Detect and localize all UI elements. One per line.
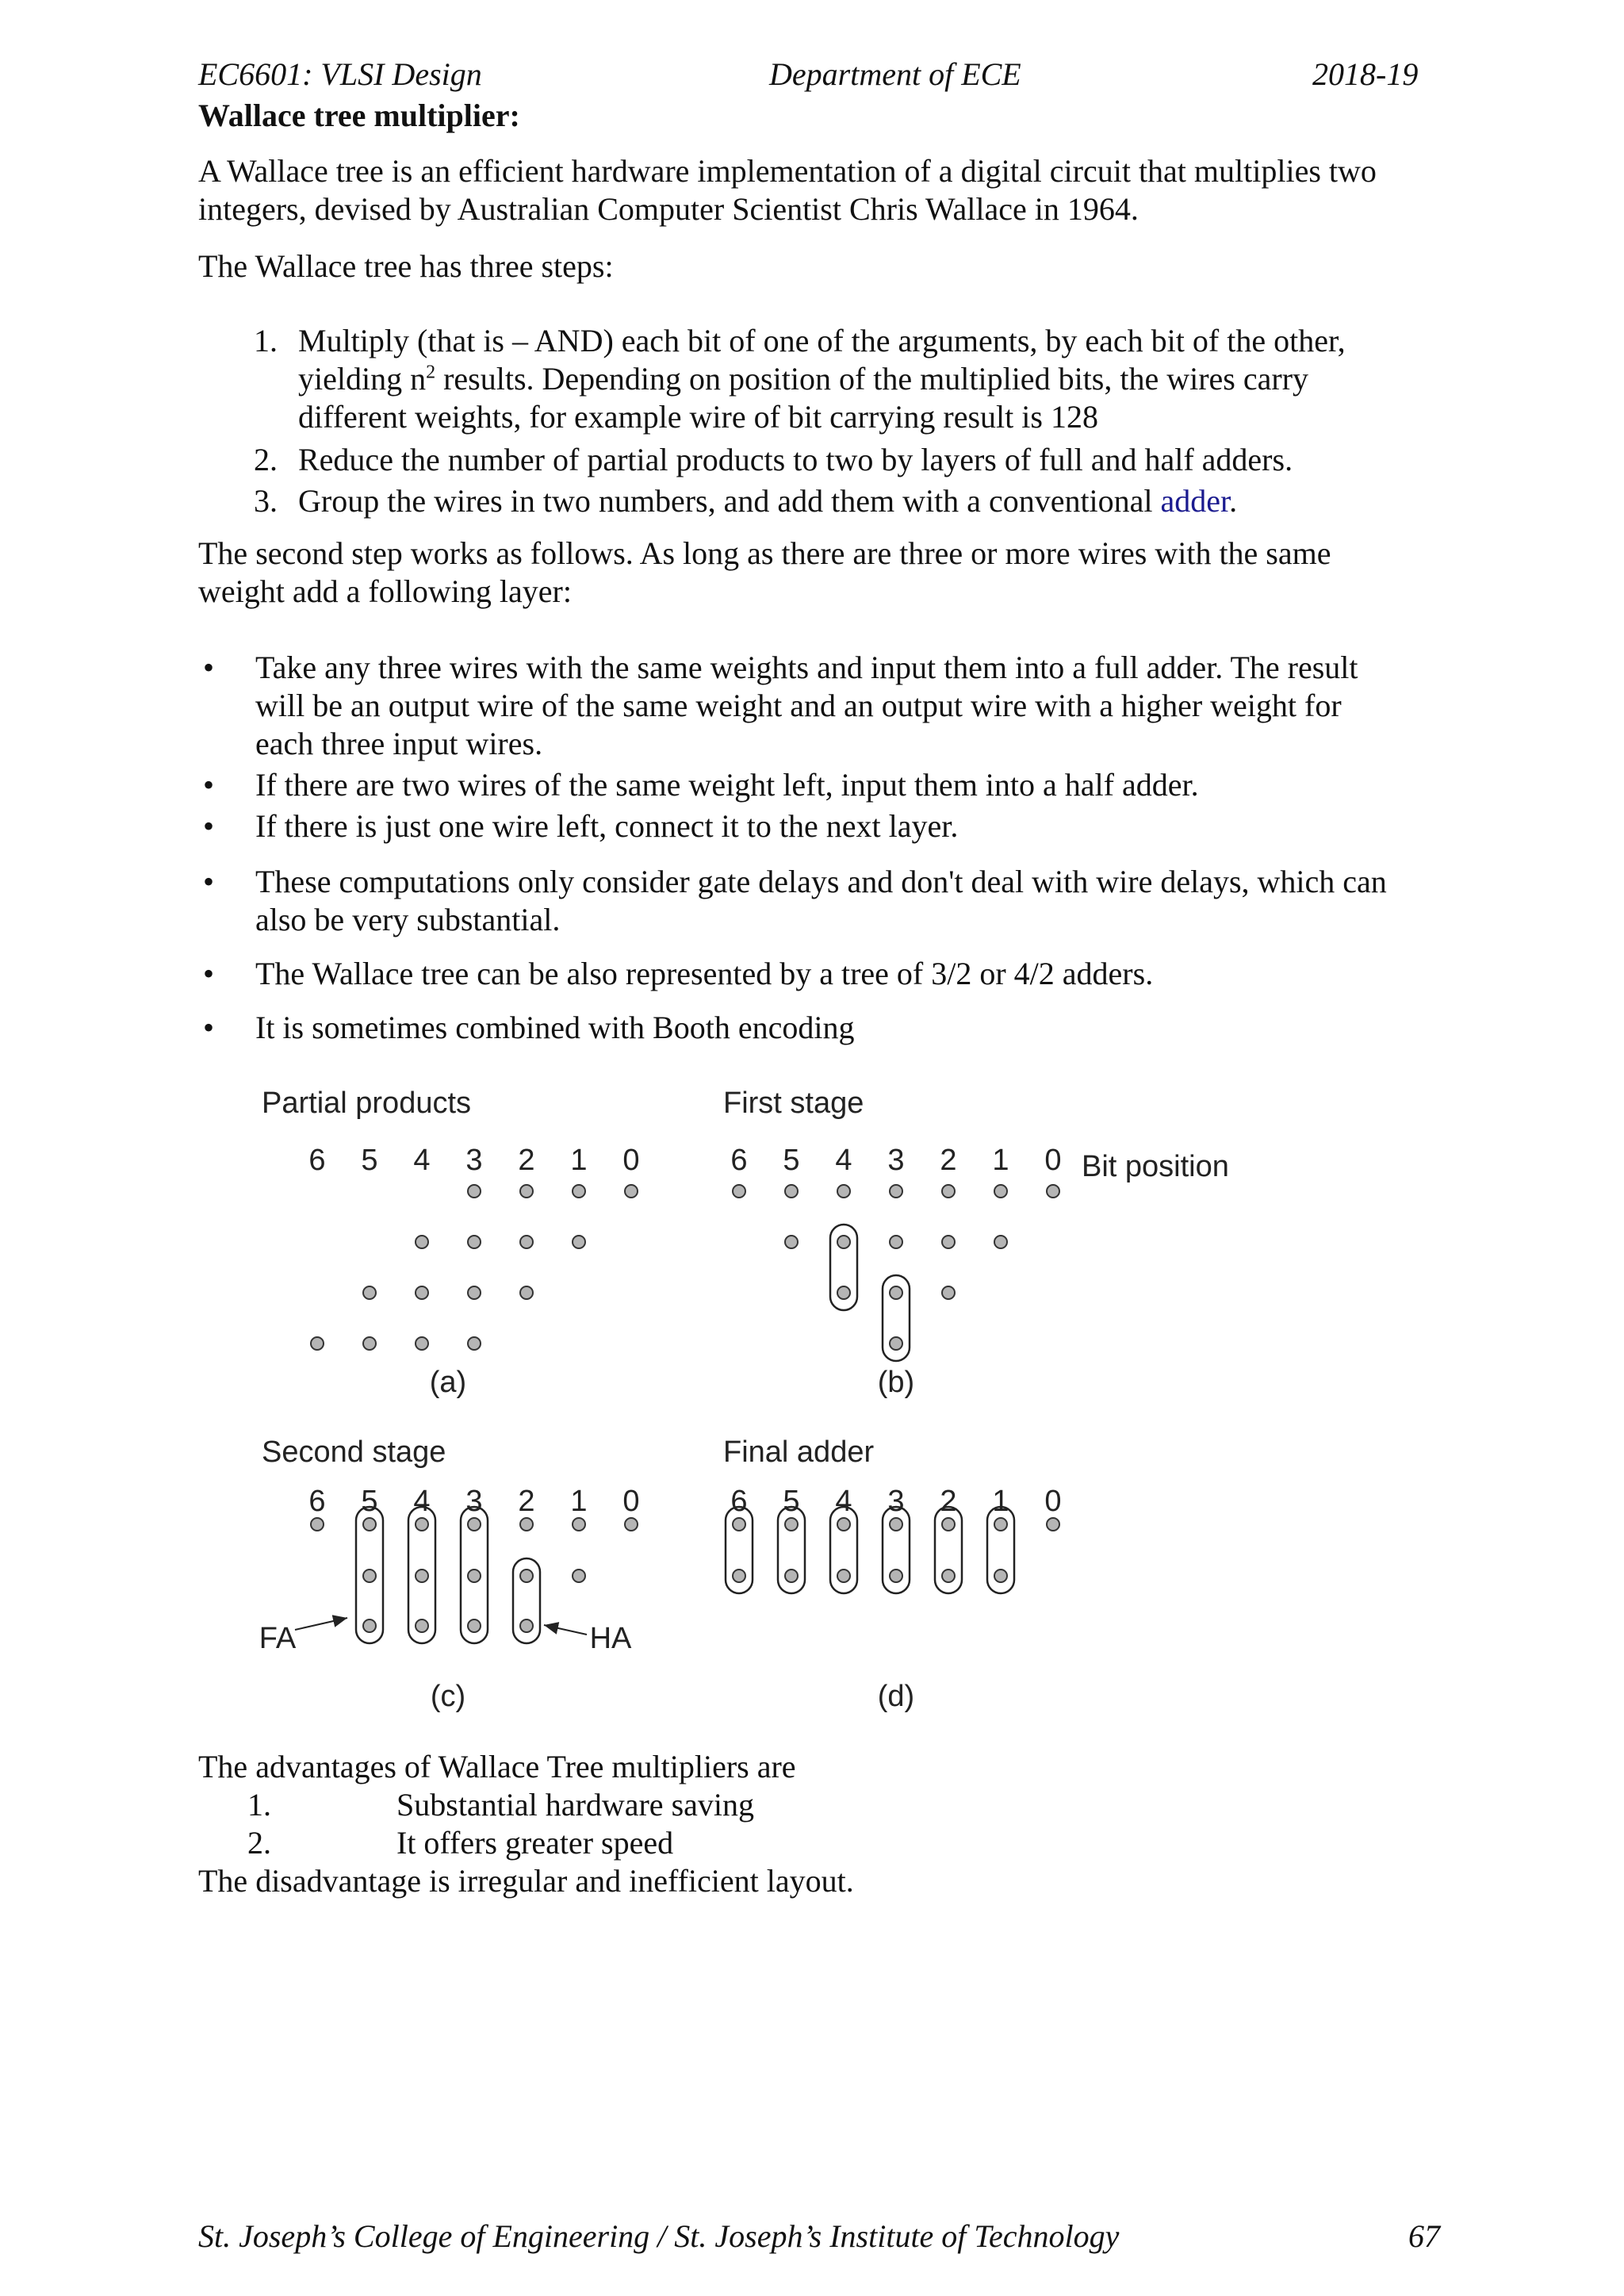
panel-second-stage	[259, 1435, 640, 1713]
bullet-1-line-1: Take any three wires with the same weights and input them into a full adder. The result	[255, 650, 1358, 685]
intro-line-1: A Wallace tree is an efficient hardware implementation of a digital circuit that multiplies two	[198, 153, 1377, 189]
panel-first-stage	[723, 1087, 1229, 1399]
bullet-item	[198, 807, 1435, 845]
partial-product-dot	[994, 1570, 1007, 1582]
caption-c: (c)	[430, 1680, 466, 1713]
partial-product-dot	[942, 1286, 955, 1299]
partial-product-dot	[468, 1286, 481, 1299]
bit-label: 0	[622, 1485, 640, 1518]
bit-label: 6	[308, 1144, 326, 1177]
partial-product-dot	[520, 1185, 533, 1198]
bullet-icon: •	[203, 808, 215, 844]
adder-link[interactable]: adder	[1160, 483, 1230, 519]
partial-product-dot	[625, 1185, 638, 1198]
advantages-intro: The advantages of Wallace Tree multipliers are	[198, 1749, 796, 1784]
step-2	[254, 441, 1404, 479]
bit-label: 3	[465, 1144, 483, 1177]
bullet-3-text: If there is just one wire left, connect it to the next layer.	[255, 808, 959, 844]
intro-paragraph	[198, 152, 1435, 228]
bullet-item	[198, 766, 1435, 804]
advantage-1-number: 1.	[247, 1787, 271, 1823]
disadvantage-text: The disadvantage is irregular and inefficient layout.	[198, 1863, 854, 1899]
step-1-line-2: yielding $n^2$ results. Depending on position of the multiplied bits, the wires carry	[298, 361, 1309, 397]
bullet-icon: •	[203, 650, 215, 685]
partial-product-dot	[1047, 1518, 1059, 1531]
bullet-icon: •	[203, 864, 215, 899]
partial-product-dot	[311, 1337, 324, 1350]
wallace-tree-figure	[238, 1067, 1269, 1725]
section-heading: Wallace tree multiplier:	[198, 98, 520, 133]
bullet-5-text: The Wallace tree can be also represented by a tree of 3/2 or 4/2 adders.	[255, 956, 1154, 991]
bit-label: 5	[783, 1144, 800, 1177]
header-year: 2018-19	[1312, 56, 1419, 92]
bullet-4-line-1: These computations only consider gate delays and don't deal with wire delays, which can	[255, 864, 1387, 899]
partial-product-dot	[625, 1518, 638, 1531]
partial-product-dot	[994, 1185, 1007, 1198]
partial-product-dot	[1047, 1185, 1059, 1198]
bullet-1-line-3: each three input wires.	[255, 726, 543, 761]
steps-list	[254, 322, 1404, 520]
partial-product-dot	[890, 1570, 902, 1582]
partial-product-dot	[573, 1236, 585, 1248]
partial-product-dot	[942, 1236, 955, 1248]
partial-product-dot	[468, 1570, 481, 1582]
partial-product-dot	[363, 1619, 376, 1632]
partial-product-dot	[416, 1518, 428, 1531]
partial-product-dot	[837, 1185, 850, 1198]
partial-product-dot	[416, 1236, 428, 1248]
panel-a-title: Partial products	[262, 1087, 472, 1120]
bit-label: 4	[835, 1144, 852, 1177]
bit-label: 1	[992, 1144, 1009, 1177]
fa-arrow	[295, 1618, 347, 1630]
partial-product-dot	[520, 1518, 533, 1531]
second-step-line-1: The second step works as follows. As long as there are three or more wires with the same	[198, 535, 1331, 571]
steps-intro: The Wallace tree has three steps:	[198, 248, 614, 284]
partial-product-dot	[416, 1570, 428, 1582]
panel-final-adder	[723, 1435, 1062, 1713]
partial-product-dot	[994, 1236, 1007, 1248]
bit-label: 5	[361, 1144, 378, 1177]
bit-label: 2	[518, 1485, 535, 1518]
partial-product-dot	[520, 1570, 533, 1582]
partial-product-dot	[837, 1518, 850, 1531]
bit-label: 1	[570, 1144, 588, 1177]
partial-product-dot	[733, 1518, 745, 1531]
partial-product-dot	[520, 1236, 533, 1248]
second-step-paragraph	[198, 535, 1435, 611]
bit-label: 1	[570, 1485, 588, 1518]
panel-partial-products	[262, 1087, 640, 1399]
bullet-4-line-2: also be very substantial.	[255, 902, 561, 937]
partial-product-dot	[468, 1185, 481, 1198]
partial-product-dot	[733, 1185, 745, 1198]
bullet-item	[198, 1009, 1435, 1047]
bullet-icon: •	[203, 956, 215, 991]
advantage-2-text: It offers greater speed	[396, 1825, 674, 1861]
footer-page-number: 67	[1408, 2218, 1440, 2254]
bullet-icon: •	[203, 767, 215, 803]
ha-label: HA	[589, 1622, 632, 1655]
step-2-number: 2.	[254, 442, 278, 477]
partial-product-dot	[468, 1236, 481, 1248]
bit-label: 4	[413, 1485, 431, 1518]
bit-label: 5	[361, 1485, 378, 1518]
partial-product-dot	[468, 1337, 481, 1350]
bullet-item	[198, 649, 1435, 763]
partial-product-dot	[416, 1337, 428, 1350]
superscript-2: 2	[426, 362, 436, 383]
step-3-text: Group the wires in two numbers, and add them with a conventional adder.	[298, 483, 1238, 519]
caption-b: (b)	[877, 1366, 915, 1399]
partial-product-dot	[890, 1518, 902, 1531]
step-1-line-1: Multiply (that is – AND) each bit of one of the arguments, by each bit of the other,	[298, 323, 1346, 358]
panel-d-title: Final adder	[723, 1435, 875, 1469]
step-1-number: 1.	[254, 323, 278, 358]
partial-product-dot	[837, 1570, 850, 1582]
header-course: EC6601: VLSI Design	[198, 56, 482, 92]
partial-product-dot	[573, 1518, 585, 1531]
bullet-item	[198, 955, 1435, 993]
partial-product-dot	[785, 1518, 798, 1531]
partial-product-dot	[890, 1185, 902, 1198]
partial-product-dot	[520, 1286, 533, 1299]
caption-d: (d)	[877, 1680, 915, 1713]
partial-product-dot	[468, 1619, 481, 1632]
partial-product-dot	[890, 1236, 902, 1248]
partial-product-dot	[311, 1518, 324, 1531]
bit-label: 6	[730, 1144, 748, 1177]
partial-product-dot	[890, 1286, 902, 1299]
step-3	[254, 482, 1404, 520]
advantage-1-text: Substantial hardware saving	[396, 1787, 754, 1823]
partial-product-dot	[994, 1518, 1007, 1531]
panel-c-title: Second stage	[262, 1435, 446, 1469]
partial-product-dot	[890, 1337, 902, 1350]
bit-label: 2	[940, 1144, 957, 1177]
partial-product-dot	[520, 1619, 533, 1632]
bit-label: 0	[1044, 1144, 1062, 1177]
partial-product-dot	[785, 1185, 798, 1198]
bit-label: 3	[465, 1485, 483, 1518]
partial-product-dot	[785, 1570, 798, 1582]
bit-label: 3	[887, 1485, 905, 1518]
fa-label: FA	[259, 1622, 297, 1655]
partial-product-dot	[416, 1286, 428, 1299]
bit-label: 2	[518, 1144, 535, 1177]
partial-product-dot	[733, 1570, 745, 1582]
bit-label: 0	[1044, 1485, 1062, 1518]
partial-product-dot	[573, 1185, 585, 1198]
partial-product-dot	[837, 1286, 850, 1299]
partial-product-dot	[785, 1236, 798, 1248]
step-2-text: Reduce the number of partial products to two by layers of full and half adders.	[298, 442, 1293, 477]
bit-label: 6	[730, 1485, 748, 1518]
partial-product-dot	[363, 1518, 376, 1531]
bit-label: 2	[940, 1485, 957, 1518]
advantage-2-number: 2.	[247, 1825, 271, 1861]
partial-product-dot	[363, 1570, 376, 1582]
partial-product-dot	[363, 1337, 376, 1350]
partial-product-dot	[468, 1518, 481, 1531]
bit-label: 1	[992, 1485, 1009, 1518]
step-3-number: 3.	[254, 483, 278, 519]
bit-label: 5	[783, 1485, 800, 1518]
partial-product-dot	[837, 1236, 850, 1248]
bit-label: 4	[835, 1485, 852, 1518]
bullet-item	[198, 863, 1435, 939]
header-department: Department of ECE	[769, 56, 1021, 92]
caption-a: (a)	[429, 1366, 467, 1399]
partial-product-dot	[573, 1570, 585, 1582]
bit-label: 6	[308, 1485, 326, 1518]
partial-product-dot	[416, 1619, 428, 1632]
step-1-line-3: different weights, for example wire of bit carrying result is 128	[298, 399, 1098, 435]
partial-product-dot	[942, 1185, 955, 1198]
partial-product-dot	[942, 1518, 955, 1531]
bit-label: 4	[413, 1144, 431, 1177]
bit-label: 0	[622, 1144, 640, 1177]
bullet-icon: •	[203, 1010, 215, 1045]
footer-institution: St. Joseph’s College of Engineering / St. Joseph’s Institute of Technology	[198, 2218, 1120, 2254]
bit-position-label: Bit position	[1082, 1150, 1229, 1183]
bullet-6-text: It is sometimes combined with Booth encoding	[255, 1010, 855, 1045]
bullet-1-line-2: will be an output wire of the same weight and an output wire with a higher weight for	[255, 688, 1342, 723]
ha-arrow	[544, 1625, 587, 1635]
bullet-2-text: If there are two wires of the same weight left, input them into a half adder.	[255, 767, 1199, 803]
intro-line-2: integers, devised by Australian Computer Scientist Chris Wallace in 1964.	[198, 191, 1139, 227]
panel-b-title: First stage	[723, 1087, 864, 1120]
partial-product-dot	[363, 1286, 376, 1299]
second-step-line-2: weight add a following layer:	[198, 573, 572, 609]
step-1	[254, 322, 1404, 436]
bit-label: 3	[887, 1144, 905, 1177]
partial-product-dot	[942, 1570, 955, 1582]
